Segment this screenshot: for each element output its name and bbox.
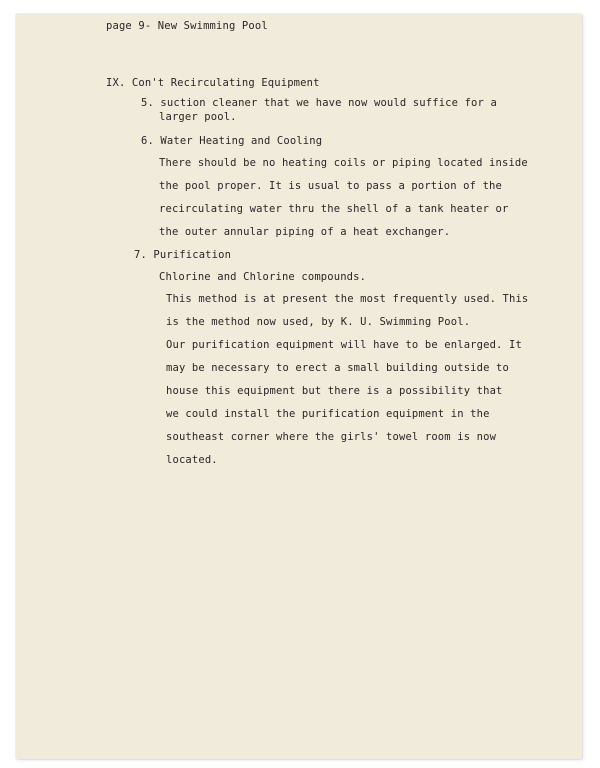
item-6-line-1: There should be no heating coils or piping located inside <box>159 157 528 169</box>
item-7-line-8: located. <box>166 454 218 466</box>
item-7-line-2: is the method now used, by K. U. Swimming Pool. <box>166 316 471 328</box>
item-6-line-3: recirculating water thru the shell of a tank heater or <box>159 203 509 215</box>
item-7-line-5: house this equipment but there is a possibility that <box>166 385 503 397</box>
item-6-line-2: the pool proper. It is usual to pass a portion of the <box>159 180 502 192</box>
page-header: page 9- New Swimming Pool <box>106 20 268 32</box>
item-7-line-1: This method is at present the most frequently used. This <box>166 293 529 305</box>
item-5-line-1: 5. suction cleaner that we have now would suffice for a <box>141 97 497 109</box>
item-7-heading: 7. Purification <box>134 249 232 261</box>
item-5-line-2: larger pool. <box>159 111 237 123</box>
section-heading: IX. Con't Recirculating Equipment <box>106 77 320 89</box>
item-6-line-4: the outer annular piping of a heat exchanger. <box>159 226 451 238</box>
item-7-subheading: Chlorine and Chlorine compounds. <box>159 271 367 283</box>
item-7-line-6: we could install the purification equipment in the <box>166 408 490 420</box>
item-7-line-7: southeast corner where the girls' towel room is now <box>166 431 497 443</box>
item-6-heading: 6. Water Heating and Cooling <box>141 135 323 147</box>
item-7-line-4: may be necessary to erect a small building outside to <box>166 362 509 374</box>
item-7-line-3: Our purification equipment will have to be enlarged. It <box>166 339 522 351</box>
